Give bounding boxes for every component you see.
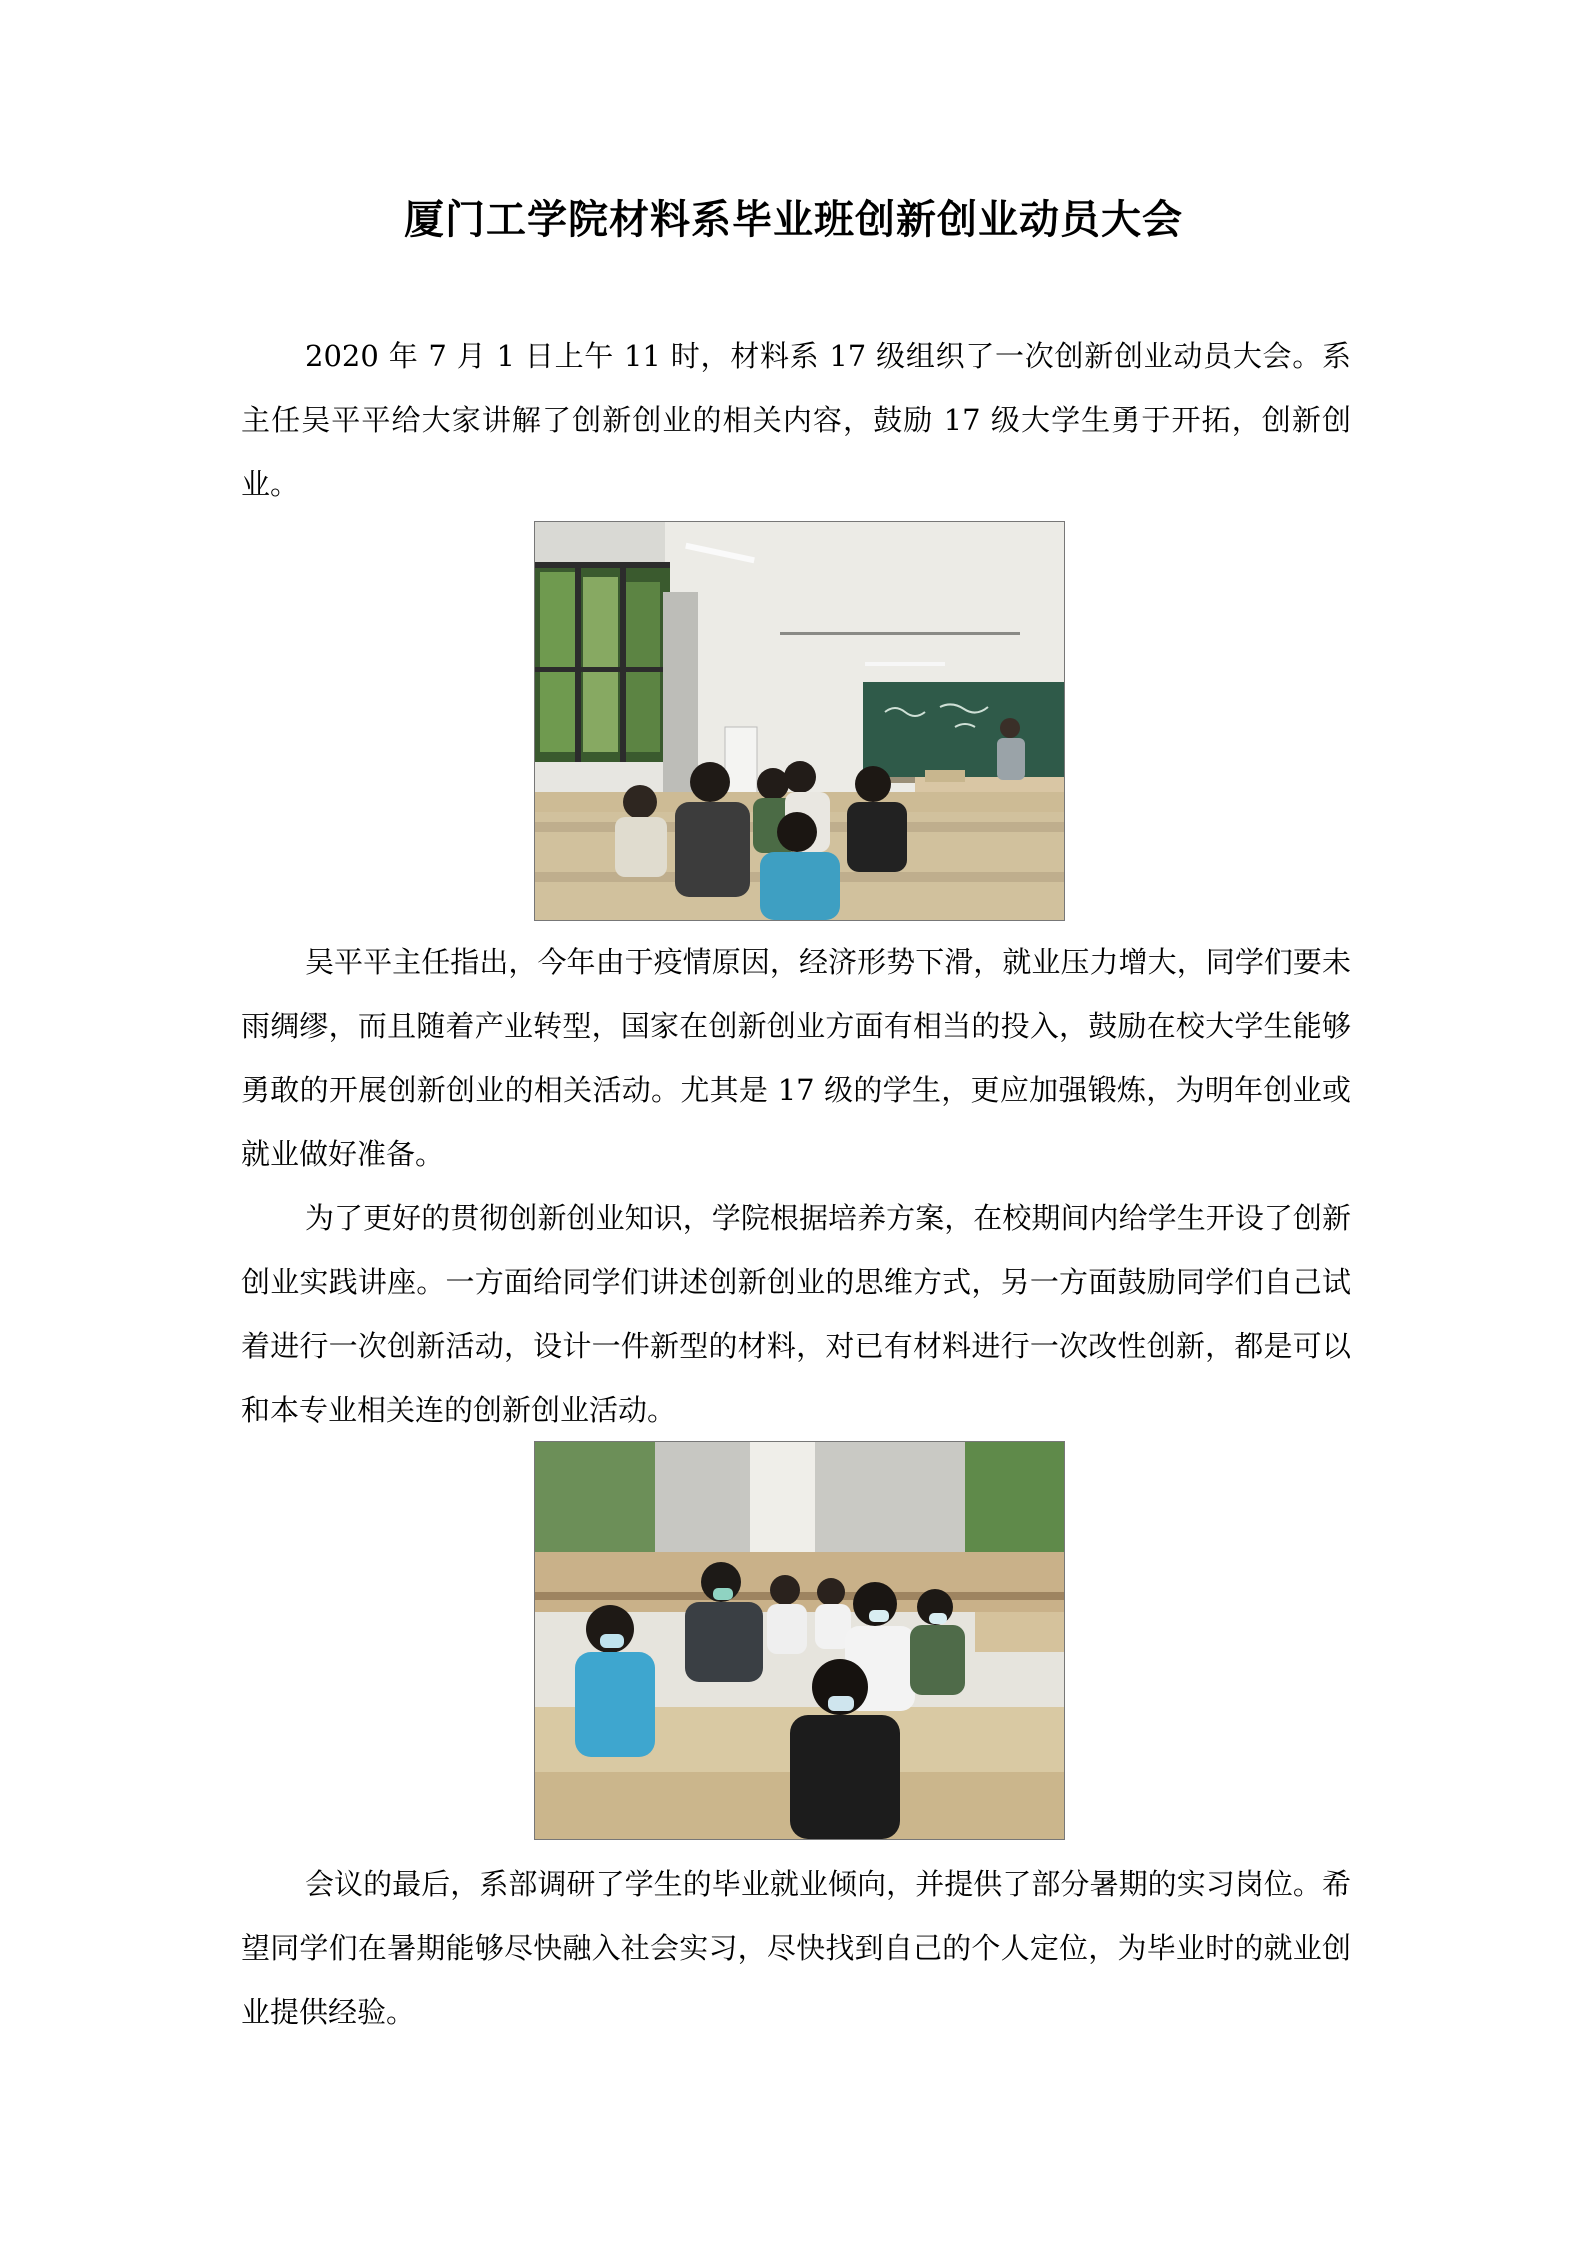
page-title: 厦门工学院材料系毕业班创新创业动员大会: [404, 197, 1183, 243]
paragraph-closing: 会议的最后，系部调研了学生的毕业就业倾向，并提供了部分暑期的实习岗位。希望同学们在暑期能够尽快融入社会实习，尽快找到自己的个人定位，为毕业时的就业创业提供经验。: [241, 1867, 1351, 2029]
students-seated-photo: [534, 1441, 1065, 1840]
classroom-lecture-photo: [534, 521, 1065, 921]
paragraph-intro: 2020 年 7 月 1 日上午 11 时，材料系 17 级组织了一次创新创业动员大会。系主任吴平平给大家讲解了创新创业的相关内容，鼓励 17 级大学生勇于开拓，创新创业。: [241, 339, 1351, 501]
paragraph-curriculum: 为了更好的贯彻创新创业知识，学院根据培养方案，在校期间内给学生开设了创新创业实践讲座。一方面给同学们讲述创新创业的思维方式，另一方面鼓励同学们自己试着进行一次创新活动，设计一件新型的材料，对已有材料进行一次改性创新，都是可以和本专业相关连的创新创业活动。: [241, 1201, 1351, 1427]
paragraph-director-remarks: 吴平平主任指出，今年由于疫情原因，经济形势下滑，就业压力增大，同学们要未雨绸缪，而且随着产业转型，国家在创新创业方面有相当的投入，鼓励在校大学生能够勇敢的开展创新创业的相关活动。尤其是 17 级的学生，更应加强锻炼，为明年创业或就业做好准备。: [241, 945, 1351, 1171]
